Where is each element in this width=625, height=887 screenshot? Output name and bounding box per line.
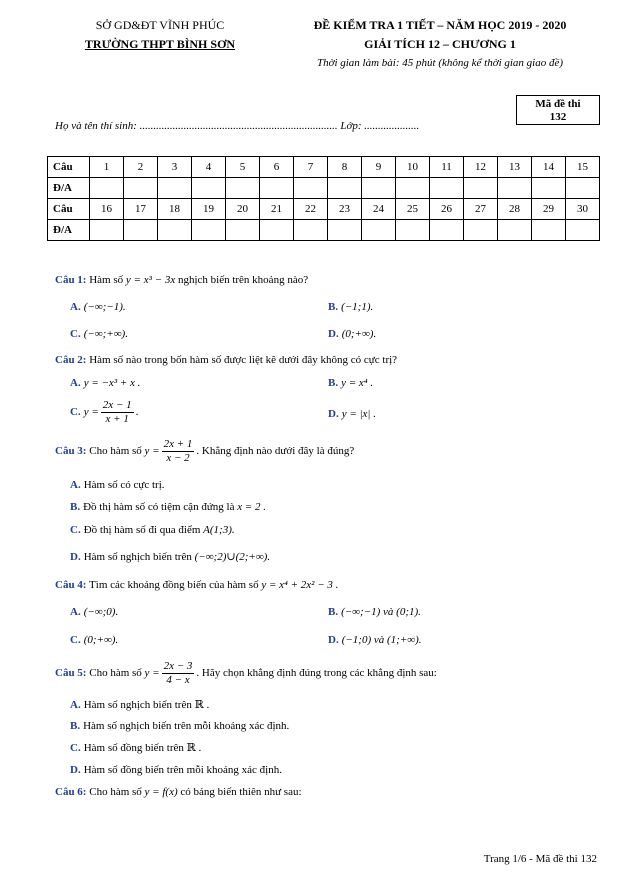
question-number: 25 bbox=[396, 199, 430, 220]
option-text: (0;+∞). bbox=[341, 328, 377, 340]
question-text: . Khẳng định nào dưới đây là đúng? bbox=[196, 445, 355, 458]
exam-code-box bbox=[516, 95, 600, 125]
option-text: (−∞;−1) và (0;1). bbox=[341, 606, 421, 618]
option-letter: D. bbox=[328, 634, 339, 646]
option-d[interactable] bbox=[328, 327, 376, 341]
option-letter: C. bbox=[70, 524, 81, 536]
option-text: Hàm số đồng biến trên ℝ . bbox=[83, 742, 202, 754]
question-1 bbox=[55, 273, 308, 287]
question-number: 1 bbox=[90, 157, 124, 178]
question-text: Cho hàm số bbox=[89, 445, 145, 458]
question-number: 23 bbox=[328, 199, 362, 220]
question-number: 20 bbox=[226, 199, 260, 220]
option-text: y = |x| . bbox=[341, 408, 376, 420]
question-text: Tìm các khoảng đồng biến của hàm số bbox=[89, 579, 262, 591]
question-number: 2 bbox=[124, 157, 158, 178]
option-c[interactable] bbox=[70, 327, 128, 341]
option-a[interactable] bbox=[70, 698, 209, 712]
answer-cell[interactable] bbox=[124, 178, 158, 199]
option-text: (−∞;−1). bbox=[83, 301, 126, 313]
question-number: 14 bbox=[532, 157, 566, 178]
answer-cell[interactable] bbox=[464, 220, 498, 241]
question-2 bbox=[55, 353, 397, 367]
table-row bbox=[48, 199, 600, 220]
question-number: 13 bbox=[498, 157, 532, 178]
table-row bbox=[48, 178, 600, 199]
question-header: Câu bbox=[48, 199, 90, 220]
option-text: (0;+∞). bbox=[83, 634, 119, 646]
question-number: 15 bbox=[566, 157, 600, 178]
option-text: y = x⁴ . bbox=[341, 377, 374, 389]
question-6 bbox=[55, 785, 302, 799]
page-footer: Trang 1/6 - Mã đề thi 132 bbox=[483, 853, 597, 865]
question-number-label: Câu 6: bbox=[55, 786, 87, 798]
option-b[interactable] bbox=[328, 376, 373, 390]
question-formula: y = x³ − 3x bbox=[125, 274, 176, 286]
option-d[interactable] bbox=[328, 633, 422, 647]
question-number: 19 bbox=[192, 199, 226, 220]
question-number: 11 bbox=[430, 157, 464, 178]
option-letter: A. bbox=[70, 606, 81, 618]
option-letter: B. bbox=[70, 720, 81, 732]
option-text: Đồ thị hàm số có tiệm cận đứng là bbox=[83, 501, 238, 513]
department-name: SỞ GD&ĐT VĨNH PHÚC bbox=[95, 18, 225, 32]
option-text: Hàm số nghịch biến trên ℝ . bbox=[83, 699, 210, 711]
question-formula: y = f(x) bbox=[144, 786, 178, 798]
answer-cell[interactable] bbox=[566, 220, 600, 241]
table-row bbox=[48, 220, 600, 241]
option-a[interactable] bbox=[70, 605, 118, 619]
option-letter: B. bbox=[70, 501, 81, 513]
fraction-denominator: x − 2 bbox=[166, 452, 190, 464]
answer-header: Đ/A bbox=[48, 178, 90, 199]
option-text: y = bbox=[83, 406, 99, 419]
option-formula: x = 2 . bbox=[237, 501, 267, 513]
question-number: 16 bbox=[90, 199, 124, 220]
question-text: nghịch biến trên khoảng nào? bbox=[175, 274, 309, 286]
question-number: 29 bbox=[532, 199, 566, 220]
question-number-label: Câu 2: bbox=[55, 354, 87, 366]
fraction-numerator: 2x + 1 bbox=[163, 438, 193, 450]
option-text: . bbox=[135, 406, 139, 419]
option-text: Đồ thị hàm số đi qua điểm bbox=[83, 524, 204, 536]
answer-cell[interactable] bbox=[226, 178, 260, 199]
option-a[interactable] bbox=[70, 376, 140, 390]
answer-cell[interactable] bbox=[362, 178, 396, 199]
answer-cell[interactable] bbox=[260, 178, 294, 199]
answer-cell[interactable] bbox=[192, 178, 226, 199]
option-formula: (−∞;2)∪(2;+∞). bbox=[194, 551, 271, 563]
exam-duration: Thời gian làm bài: 45 phút (không kể thời gian giao đề) bbox=[316, 57, 564, 69]
option-c[interactable] bbox=[70, 633, 118, 647]
question-text: Hàm số bbox=[89, 274, 126, 286]
option-text: (−1;1). bbox=[341, 301, 374, 313]
question-number: 17 bbox=[124, 199, 158, 220]
answer-cell[interactable] bbox=[498, 178, 532, 199]
question-number: 21 bbox=[260, 199, 294, 220]
question-number: 10 bbox=[396, 157, 430, 178]
answer-cell[interactable] bbox=[260, 220, 294, 241]
answer-cell[interactable] bbox=[532, 220, 566, 241]
option-d[interactable] bbox=[328, 407, 376, 421]
question-4 bbox=[55, 578, 338, 592]
option-c[interactable] bbox=[70, 399, 138, 426]
question-number: 27 bbox=[464, 199, 498, 220]
option-letter: D. bbox=[70, 551, 81, 563]
exam-code-label: Mã đề thi bbox=[535, 98, 581, 110]
answer-table bbox=[47, 156, 600, 241]
question-3 bbox=[55, 438, 354, 465]
option-letter: D. bbox=[70, 764, 81, 776]
fraction-numerator: 2x − 1 bbox=[102, 399, 132, 411]
answer-cell[interactable] bbox=[90, 178, 124, 199]
question-header: Câu bbox=[48, 157, 90, 178]
option-text: (−∞;+∞). bbox=[83, 328, 128, 340]
answer-cell[interactable] bbox=[294, 220, 328, 241]
student-info-line: Họ và tên thí sinh: ........................................................................ Lớp: .................... bbox=[55, 120, 420, 132]
answer-cell[interactable] bbox=[464, 178, 498, 199]
question-text: Cho hàm số bbox=[89, 786, 145, 798]
question-number: 5 bbox=[226, 157, 260, 178]
fraction bbox=[101, 399, 134, 426]
answer-cell[interactable] bbox=[566, 178, 600, 199]
question-text: Hàm số nào trong bốn hàm số được liệt kê dưới đây không có cực trị? bbox=[89, 354, 398, 366]
option-letter: A. bbox=[70, 301, 81, 313]
option-a[interactable] bbox=[70, 478, 165, 492]
answer-cell[interactable] bbox=[158, 178, 192, 199]
option-letter: D. bbox=[328, 408, 339, 420]
option-a[interactable] bbox=[70, 300, 126, 314]
answer-cell[interactable] bbox=[328, 220, 362, 241]
question-formula: y = bbox=[144, 667, 160, 680]
question-number: 9 bbox=[362, 157, 396, 178]
answer-cell[interactable] bbox=[192, 220, 226, 241]
option-text: Hàm số nghịch biến trên mỗi khoảng xác định. bbox=[83, 720, 290, 732]
question-text: . Hãy chọn khẳng định đúng trong các khẳng định sau: bbox=[196, 667, 437, 680]
subject-title: GIẢI TÍCH 12 – CHƯƠNG 1 bbox=[364, 37, 516, 51]
answer-cell[interactable] bbox=[124, 220, 158, 241]
table-row bbox=[48, 157, 600, 178]
fraction-denominator: x + 1 bbox=[105, 413, 129, 425]
question-number: 7 bbox=[294, 157, 328, 178]
answer-cell[interactable] bbox=[328, 178, 362, 199]
option-letter: C. bbox=[70, 634, 81, 646]
answer-cell[interactable] bbox=[430, 178, 464, 199]
option-c[interactable] bbox=[70, 523, 235, 537]
option-letter: A. bbox=[70, 479, 81, 491]
option-letter: A. bbox=[70, 377, 81, 389]
answer-cell[interactable] bbox=[158, 220, 192, 241]
question-number: 28 bbox=[498, 199, 532, 220]
option-letter: D. bbox=[328, 328, 339, 340]
option-text: (−1;0) và (1;+∞). bbox=[341, 634, 422, 646]
option-letter: C. bbox=[70, 742, 81, 754]
option-b[interactable] bbox=[70, 500, 266, 514]
question-formula: y = x⁴ + 2x² − 3 . bbox=[261, 579, 339, 591]
option-c[interactable] bbox=[70, 741, 201, 755]
question-formula: y = bbox=[144, 445, 160, 458]
option-letter: B. bbox=[328, 377, 339, 389]
header-left bbox=[55, 16, 265, 54]
option-text: y = −x³ + x . bbox=[83, 377, 141, 389]
question-number: 8 bbox=[328, 157, 362, 178]
exam-title: ĐỀ KIỂM TRA 1 TIẾT – NĂM HỌC 2019 - 2020 bbox=[313, 18, 567, 32]
option-letter: C. bbox=[70, 328, 81, 340]
option-formula: A(1;3). bbox=[203, 524, 235, 536]
option-d[interactable] bbox=[70, 763, 282, 777]
fraction bbox=[162, 438, 195, 465]
answer-cell[interactable] bbox=[396, 178, 430, 199]
answer-cell[interactable] bbox=[362, 220, 396, 241]
answer-cell[interactable] bbox=[498, 220, 532, 241]
question-number-label: Câu 5: bbox=[55, 667, 87, 680]
option-text: Hàm số có cực trị. bbox=[83, 479, 165, 491]
question-number: 24 bbox=[362, 199, 396, 220]
answer-cell[interactable] bbox=[226, 220, 260, 241]
question-text: có bảng biến thiên như sau: bbox=[177, 786, 302, 798]
option-b[interactable] bbox=[328, 300, 373, 314]
question-number: 4 bbox=[192, 157, 226, 178]
question-number: 3 bbox=[158, 157, 192, 178]
question-number: 12 bbox=[464, 157, 498, 178]
option-letter: B. bbox=[328, 606, 339, 618]
school-name: TRƯỜNG THPT BÌNH SƠN bbox=[84, 37, 236, 51]
question-number: 26 bbox=[430, 199, 464, 220]
answer-cell[interactable] bbox=[90, 220, 124, 241]
option-b[interactable] bbox=[70, 719, 289, 733]
exam-code: 132 bbox=[549, 111, 567, 123]
answer-cell[interactable] bbox=[532, 178, 566, 199]
option-letter: B. bbox=[328, 301, 339, 313]
fraction-numerator: 2x − 3 bbox=[163, 660, 193, 672]
option-text: Hàm số nghịch biến trên bbox=[83, 551, 195, 563]
question-number: 6 bbox=[260, 157, 294, 178]
question-text: Cho hàm số bbox=[89, 667, 145, 680]
question-number: 22 bbox=[294, 199, 328, 220]
option-b[interactable] bbox=[328, 605, 421, 619]
option-letter: C. bbox=[70, 406, 81, 419]
option-text: Hàm số đồng biến trên mỗi khoảng xác định. bbox=[83, 764, 282, 776]
answer-header: Đ/A bbox=[48, 220, 90, 241]
question-number: 18 bbox=[158, 199, 192, 220]
question-number-label: Câu 4: bbox=[55, 579, 87, 591]
question-number-label: Câu 1: bbox=[55, 274, 87, 286]
answer-cell[interactable] bbox=[430, 220, 464, 241]
option-letter: A. bbox=[70, 699, 81, 711]
option-d[interactable] bbox=[70, 550, 270, 564]
question-5 bbox=[55, 660, 437, 687]
question-number: 30 bbox=[566, 199, 600, 220]
question-number-label: Câu 3: bbox=[55, 445, 87, 458]
fraction-denominator: 4 − x bbox=[166, 674, 190, 686]
option-text: (−∞;0). bbox=[83, 606, 119, 618]
answer-cell[interactable] bbox=[294, 178, 328, 199]
answer-cell[interactable] bbox=[396, 220, 430, 241]
header-right bbox=[280, 16, 600, 73]
fraction bbox=[162, 660, 195, 687]
